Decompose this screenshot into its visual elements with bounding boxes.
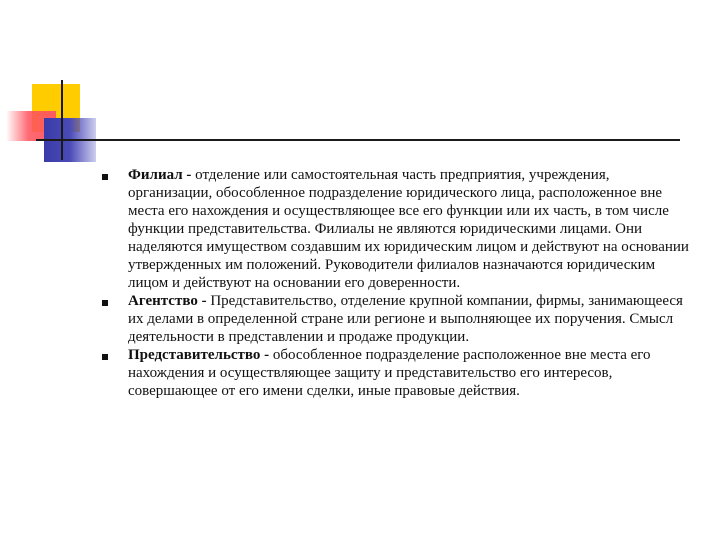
square-bullet-icon — [102, 354, 108, 360]
decorative-vertical-line — [61, 80, 63, 160]
list-item-text — [128, 347, 651, 399]
bullet-list — [100, 166, 690, 400]
title-divider-line — [36, 139, 680, 141]
list-item-text — [128, 293, 683, 345]
list-item-filial — [100, 166, 690, 292]
list-item-representative-office — [100, 346, 690, 400]
definition-text: Представительство, отделение крупной компании, фирмы, занимающееся их делами в определенной стране или регионе и выполняющее их поручения. Смысл деятельности в представлении и продаже продукции. — [128, 293, 683, 345]
term-label: Агентство - — [128, 293, 207, 309]
term-label: Филиал - — [128, 167, 192, 183]
term-label: Представительство - — [128, 347, 270, 363]
square-bullet-icon — [102, 300, 108, 306]
definition-text: обособленное подразделение расположенное вне места его нахождения и осуществляющее защиту и представительство его интересов, совершающее от его имени сделки, иные правовые действия. — [128, 347, 651, 399]
list-item-text — [128, 167, 689, 291]
list-item-agency — [100, 292, 690, 346]
definition-text: отделение или самостоятельная часть предприятия, учреждения, организации, обособленное подразделение юридического лица, расположенное вне места его нахождения и осуществляющее все его функции или их часть, в том числе функции представительства. Филиалы не являются юридическими лицами. Они наделяются имуществом создавшим их юридическим лицом и действуют на основании утвержденных им положений. Руководители филиалов назначаются юридическим лицом и действуют на основании его доверенности. — [128, 167, 689, 291]
square-bullet-icon — [102, 174, 108, 180]
